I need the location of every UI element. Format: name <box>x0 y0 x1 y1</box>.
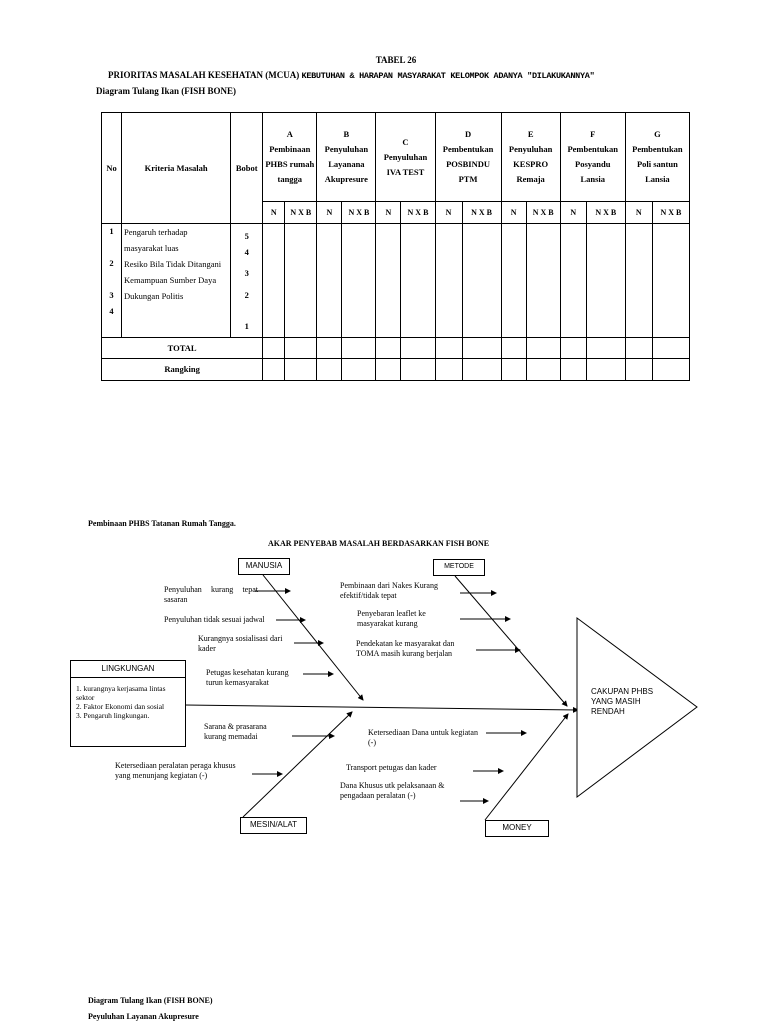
cause-money-1: Ketersediaan Dana untuk kegiatan (-) <box>368 728 478 747</box>
number-4: 4 <box>109 306 114 316</box>
header-option-a: A Pembinaan PHBS rumah tangga <box>263 113 317 202</box>
fishbone-title: AKAR PENYEBAB MASALAH BERDASARKAN FISH BONE <box>268 539 490 548</box>
cause-money-3: Dana Khusus utk pelaksanaan & pengadaan peralatan (-) <box>340 781 445 800</box>
cause-metode-2: Penyebaran leaflet ke masyarakat kurang <box>357 609 426 628</box>
header-option-b: B Penyuluhan Layanana Akupresure <box>317 113 376 202</box>
cause-mesin-1: Sarana & prasarana kurang memadai <box>204 722 267 741</box>
criteria-item: Resiko Bila Tidak Ditangani <box>124 259 222 269</box>
cause-manusia-1: Penyuluhan kurang tepat sasaran <box>164 585 258 604</box>
cause-mesin-2: Ketersediaan peralatan peraga khusus yang menunjang kegiatan (-) <box>115 761 236 780</box>
category-lingkungan: LINGKUNGAN <box>71 661 185 678</box>
lingkungan-item: 1. kurangnya kerjasama lintas sektor <box>76 684 166 702</box>
criteria-item: Pengaruh terhadap masyarakat luas <box>124 227 188 253</box>
sub-n: N <box>317 202 342 224</box>
header-option-e: E Penyuluhan KESPRO Remaja <box>501 113 560 202</box>
footer-title: Diagram Tulang Ikan (FISH BONE) <box>88 996 213 1005</box>
number-3: 3 <box>109 290 114 300</box>
lingkungan-item: 3. Pengaruh lingkungan. <box>76 711 150 720</box>
number-1: 1 <box>109 226 114 236</box>
sub-nxb: N X B <box>401 202 435 224</box>
header-option-d: D Pembentukan POSBINDU PTM <box>435 113 501 202</box>
sub-nxb: N X B <box>342 202 376 224</box>
cause-manusia-3: Kurangnya sosialisasi dari kader <box>198 634 283 653</box>
category-mesin: MESIN/ALAT <box>240 817 307 834</box>
sub-nxb: N X B <box>526 202 560 224</box>
sub-nxb: N X B <box>586 202 625 224</box>
category-lingkungan-box <box>70 660 186 747</box>
criteria-item: Dukungan Politis <box>124 291 184 301</box>
total-label: TOTAL <box>102 338 263 359</box>
cause-metode-1: Pembinaan dari Nakes Kurang efektif/tidak tepat <box>340 581 438 600</box>
header-no: No <box>102 113 122 224</box>
sub-nxb: N X B <box>285 202 317 224</box>
header-kriteria: Kriteria Masalah <box>122 113 231 224</box>
header-option-f: F Pembentukan Posyandu Lansia <box>560 113 625 202</box>
weight-1: 1 <box>244 321 249 331</box>
category-metode: METODE <box>433 559 485 576</box>
sub-nxb: N X B <box>652 202 689 224</box>
table-subtitle: Diagram Tulang Ikan (FISH BONE) <box>96 86 237 96</box>
header-option-c: C Penyuluhan IVA TEST <box>376 113 435 202</box>
cause-manusia-2: Penyuluhan tidak sesuai jadwal <box>164 615 265 624</box>
fishbone-spine <box>185 705 578 710</box>
header-bobot: Bobot <box>231 113 263 224</box>
rank-label: Rangking <box>102 359 263 381</box>
footer-subtitle: Peyuluhan Layanan Akupresure <box>88 1012 199 1021</box>
section-title: Pembinaan PHBS Tatanan Rumah Tangga. <box>88 519 236 528</box>
lingkungan-item: 2. Faktor Ekonomi dan sosial <box>76 702 165 711</box>
bone-money <box>485 714 568 820</box>
category-money: MONEY <box>485 820 549 837</box>
table-number: TABEL 26 <box>375 55 417 65</box>
sub-n: N <box>560 202 586 224</box>
weight-4: 4 <box>244 247 249 257</box>
table-title-right: KEBUTUHAN & HARAPAN MASYARAKAT KELOMPOK ADANYA "DILAKUKANNYA" <box>301 71 595 81</box>
sub-n: N <box>263 202 285 224</box>
sub-nxb: N X B <box>462 202 501 224</box>
sub-n: N <box>501 202 526 224</box>
cause-manusia-4: Petugas kesehatan kurang turun kemasyarakat <box>206 668 289 687</box>
cause-money-2: Transport petugas dan kader <box>346 763 437 772</box>
effect-label: CAKUPAN PHBS YANG MASIH RENDAH <box>591 687 654 716</box>
sub-n: N <box>435 202 462 224</box>
weight-3: 3 <box>244 268 249 278</box>
sub-n: N <box>625 202 652 224</box>
category-manusia: MANUSIA <box>238 558 290 575</box>
criteria-item: Kemampuan Sumber Daya <box>124 275 217 285</box>
cause-metode-3: Pendekatan ke masyarakat dan TOMA masih kurang berjalan <box>356 639 455 658</box>
sub-n: N <box>376 202 401 224</box>
number-2: 2 <box>109 258 114 268</box>
table-title-left: PRIORITAS MASALAH KESEHATAN (MCUA) <box>108 70 300 80</box>
weight-5: 5 <box>244 231 249 241</box>
weight-2: 2 <box>244 290 249 300</box>
header-option-g: G Pembentukan Poli santun Lansia <box>625 113 689 202</box>
